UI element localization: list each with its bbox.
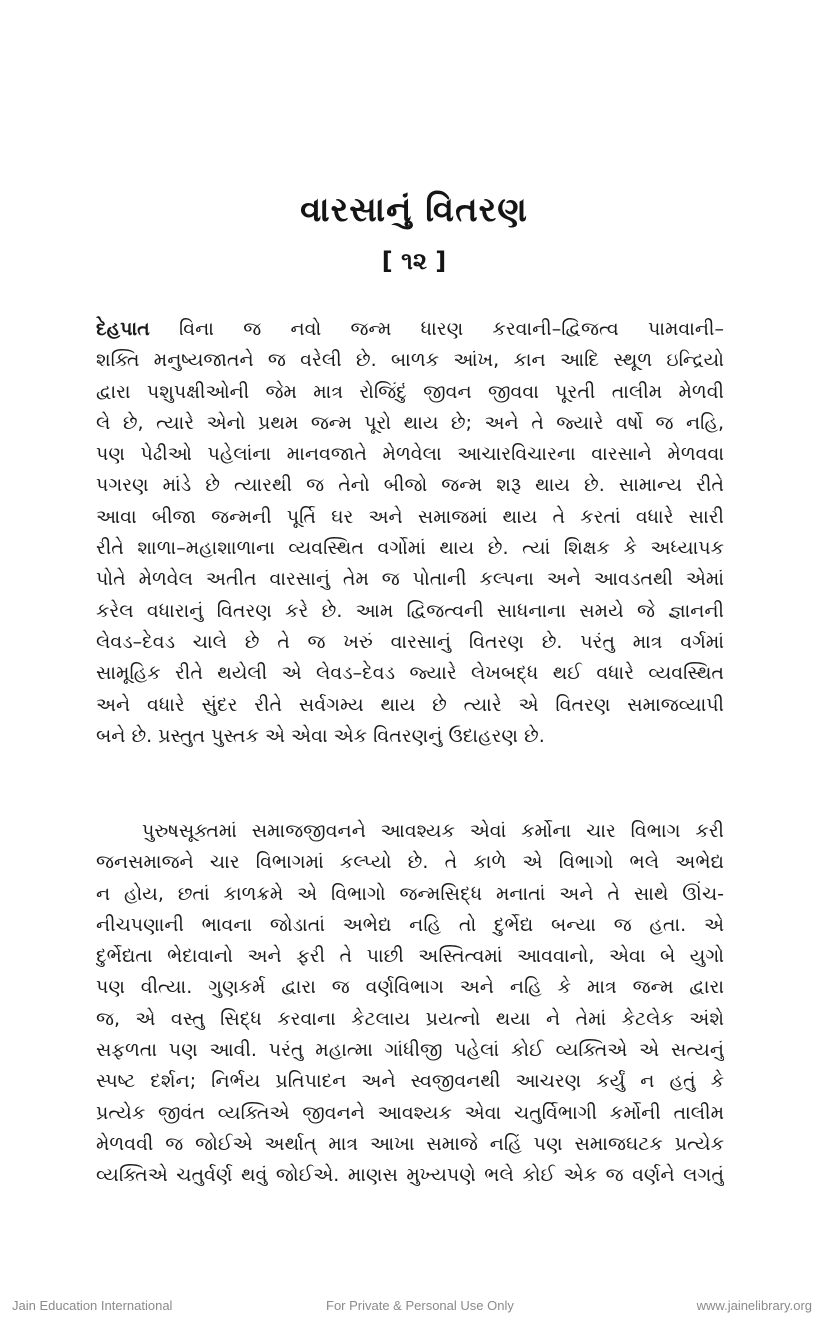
paragraph-2 <box>96 816 724 1192</box>
footer-publisher: Jain Education International <box>12 1298 173 1313</box>
text-line: સ્પષ્ટ દર્શન; નિર્ભય પ્રતિપાદન અને સ્વજીવનથી આચરણ કર્યું ન હતું કે <box>96 1070 724 1093</box>
line-text: વિના જ નવો જન્મ ધારણ કરવાની–દ્વિજત્વ પામવાની– <box>149 318 724 340</box>
chapter-number: [ ૧૨ ] <box>381 247 447 275</box>
chapter-title: વારસાનું વિતરણ <box>300 190 528 230</box>
text-line <box>96 314 724 345</box>
text-line: પણ વીત્યા. ગુણકર્મ દ્વારા જ વર્ણવિભાગ અને નહિ કે માત્ર જન્મ દ્વારા <box>96 976 724 999</box>
text-line: ન હોય, છતાં કાળક્રમે એ વિભાગો જન્મસિદ્ધ મનાતાં અને તે સાથે ઊંચ- <box>96 882 724 905</box>
text-line: બને છે. પ્રસ્તુત પુસ્તક એ એવા એક વિતરણનું ઉદાહરણ છે. <box>96 724 545 747</box>
text-line: પોતે મેળવેલ અતીત વારસાનું તેમ જ પોતાની કલ્પના અને આવડતથી એમાં <box>96 568 724 591</box>
text-line: જનસમાજને ચાર વિભાગમાં કલ્પ્યો છે. તે કાળે એ વિભાગો ભલે અભેદ્ય <box>96 851 724 874</box>
text-line: મેળવવી જ જોઈએ અર્થાત્ માત્ર આખા સમાજે નહિં પણ સમાજઘટક પ્રત્યેક <box>96 1132 724 1155</box>
text-line: શક્તિ મનુષ્યજાતને જ વરેલી છે. બાળક આંખ, કાન આદિ સ્થૂળ ઇન્દ્રિયો <box>96 349 724 372</box>
text-line: સફળતા પણ આવી. પરંતુ મહાત્મા ગાંધીજી પહેલાં કોઈ વ્યક્તિએ એ સત્યનું <box>96 1039 724 1062</box>
text-line: દુર્ભેદ્યતા ભેદાવાનો અને ફરી તે પાછી અસ્તિત્વમાં આવવાનો, એવા બે યુગો <box>96 945 724 968</box>
text-line: પુરુષસૂક્તમાં સમાજજીવનને આવશ્યક એવાં કર્મોના ચાર વિભાગ કરી <box>142 820 724 842</box>
text-line: અને વધારે સુંદર રીતે સર્વગમ્ય થાય છે ત્યારે એ વિતરણ સમાજવ્યાપી <box>96 693 724 716</box>
lead-bold-word: દેહપાત <box>96 318 150 340</box>
text-line: રીતે શાળા–મહાશાળાના વ્યવસ્થિત વર્ગોમાં થાય છે. ત્યાં શિક્ષક કે અધ્યાપક <box>96 537 724 560</box>
footer-website-link[interactable]: www.jainelibrary.org <box>696 1298 812 1313</box>
paragraph-1 <box>96 314 724 752</box>
text-line: કરેલ વધારાનું વિતરણ કરે છે. આમ દ્વિજત્વની સાધનાના સમયે જે જ્ઞાનની <box>96 599 724 622</box>
text-line: સામૂહિક રીતે થયેલી એ લેવડ–દેવડ જ્યારે લેખબદ્ધ થઈ વધારે વ્યવસ્થિત <box>96 662 724 685</box>
text-line: પ્રત્યેક જીવંત વ્યક્તિએ જીવનને આવશ્યક એવા ચતુર્વિભાગી કર્મોની તાલીમ <box>96 1101 724 1124</box>
text-line: આવા બીજા જન્મની પૂર્તિ ઘર અને સમાજમાં થાય તે કરતાં વધારે સારી <box>96 505 724 528</box>
text-line: વ્યક્તિએ ચતુર્વર્ણ થવું જોઈએ. માણસ મુખ્યપણે ભલે કોઈ એક જ વર્ણને લગતું <box>96 1164 724 1187</box>
text-line: પણ પેઢીઓ પહેલાંના માનવજાતે મેળવેલા આચારવિચારના વારસાને મેળવવા <box>96 443 724 466</box>
page-footer <box>0 1298 828 1316</box>
text-line: પગરણ માંડે છે ત્યારથી જ તેનો બીજો જન્મ શરૂ થાય છે. સામાન્ય રીતે <box>96 474 724 497</box>
text-line: લે છે, ત્યારે એનો પ્રથમ જન્મ પૂરો થાય છે; અને તે જ્યારે વર્ષો જ નહિ, <box>96 411 724 434</box>
text-line: દ્વારા પશુપક્ષીઓની જેમ માત્ર રોજિંદું જીવન જીવવા પૂરતી તાલીમ મેળવી <box>96 380 724 403</box>
text-line: નીચપણાની ભાવના જોડાતાં અભેદ્ય નહિ તો દુર્ભેદ્ય બન્યા જ હતા. એ <box>96 913 724 936</box>
text-line: જ, એ વસ્તુ સિદ્ધ કરવાના કેટલાય પ્રયત્નો થયા ને તેમાં કેટલેક અંશે <box>96 1007 724 1030</box>
footer-usage-note: For Private & Personal Use Only <box>326 1298 514 1313</box>
text-line: લેવડ–દેવડ ચાલે છે તે જ ખરું વારસાનું વિતરણ છે. પરંતુ માત્ર વર્ગમાં <box>96 630 724 653</box>
